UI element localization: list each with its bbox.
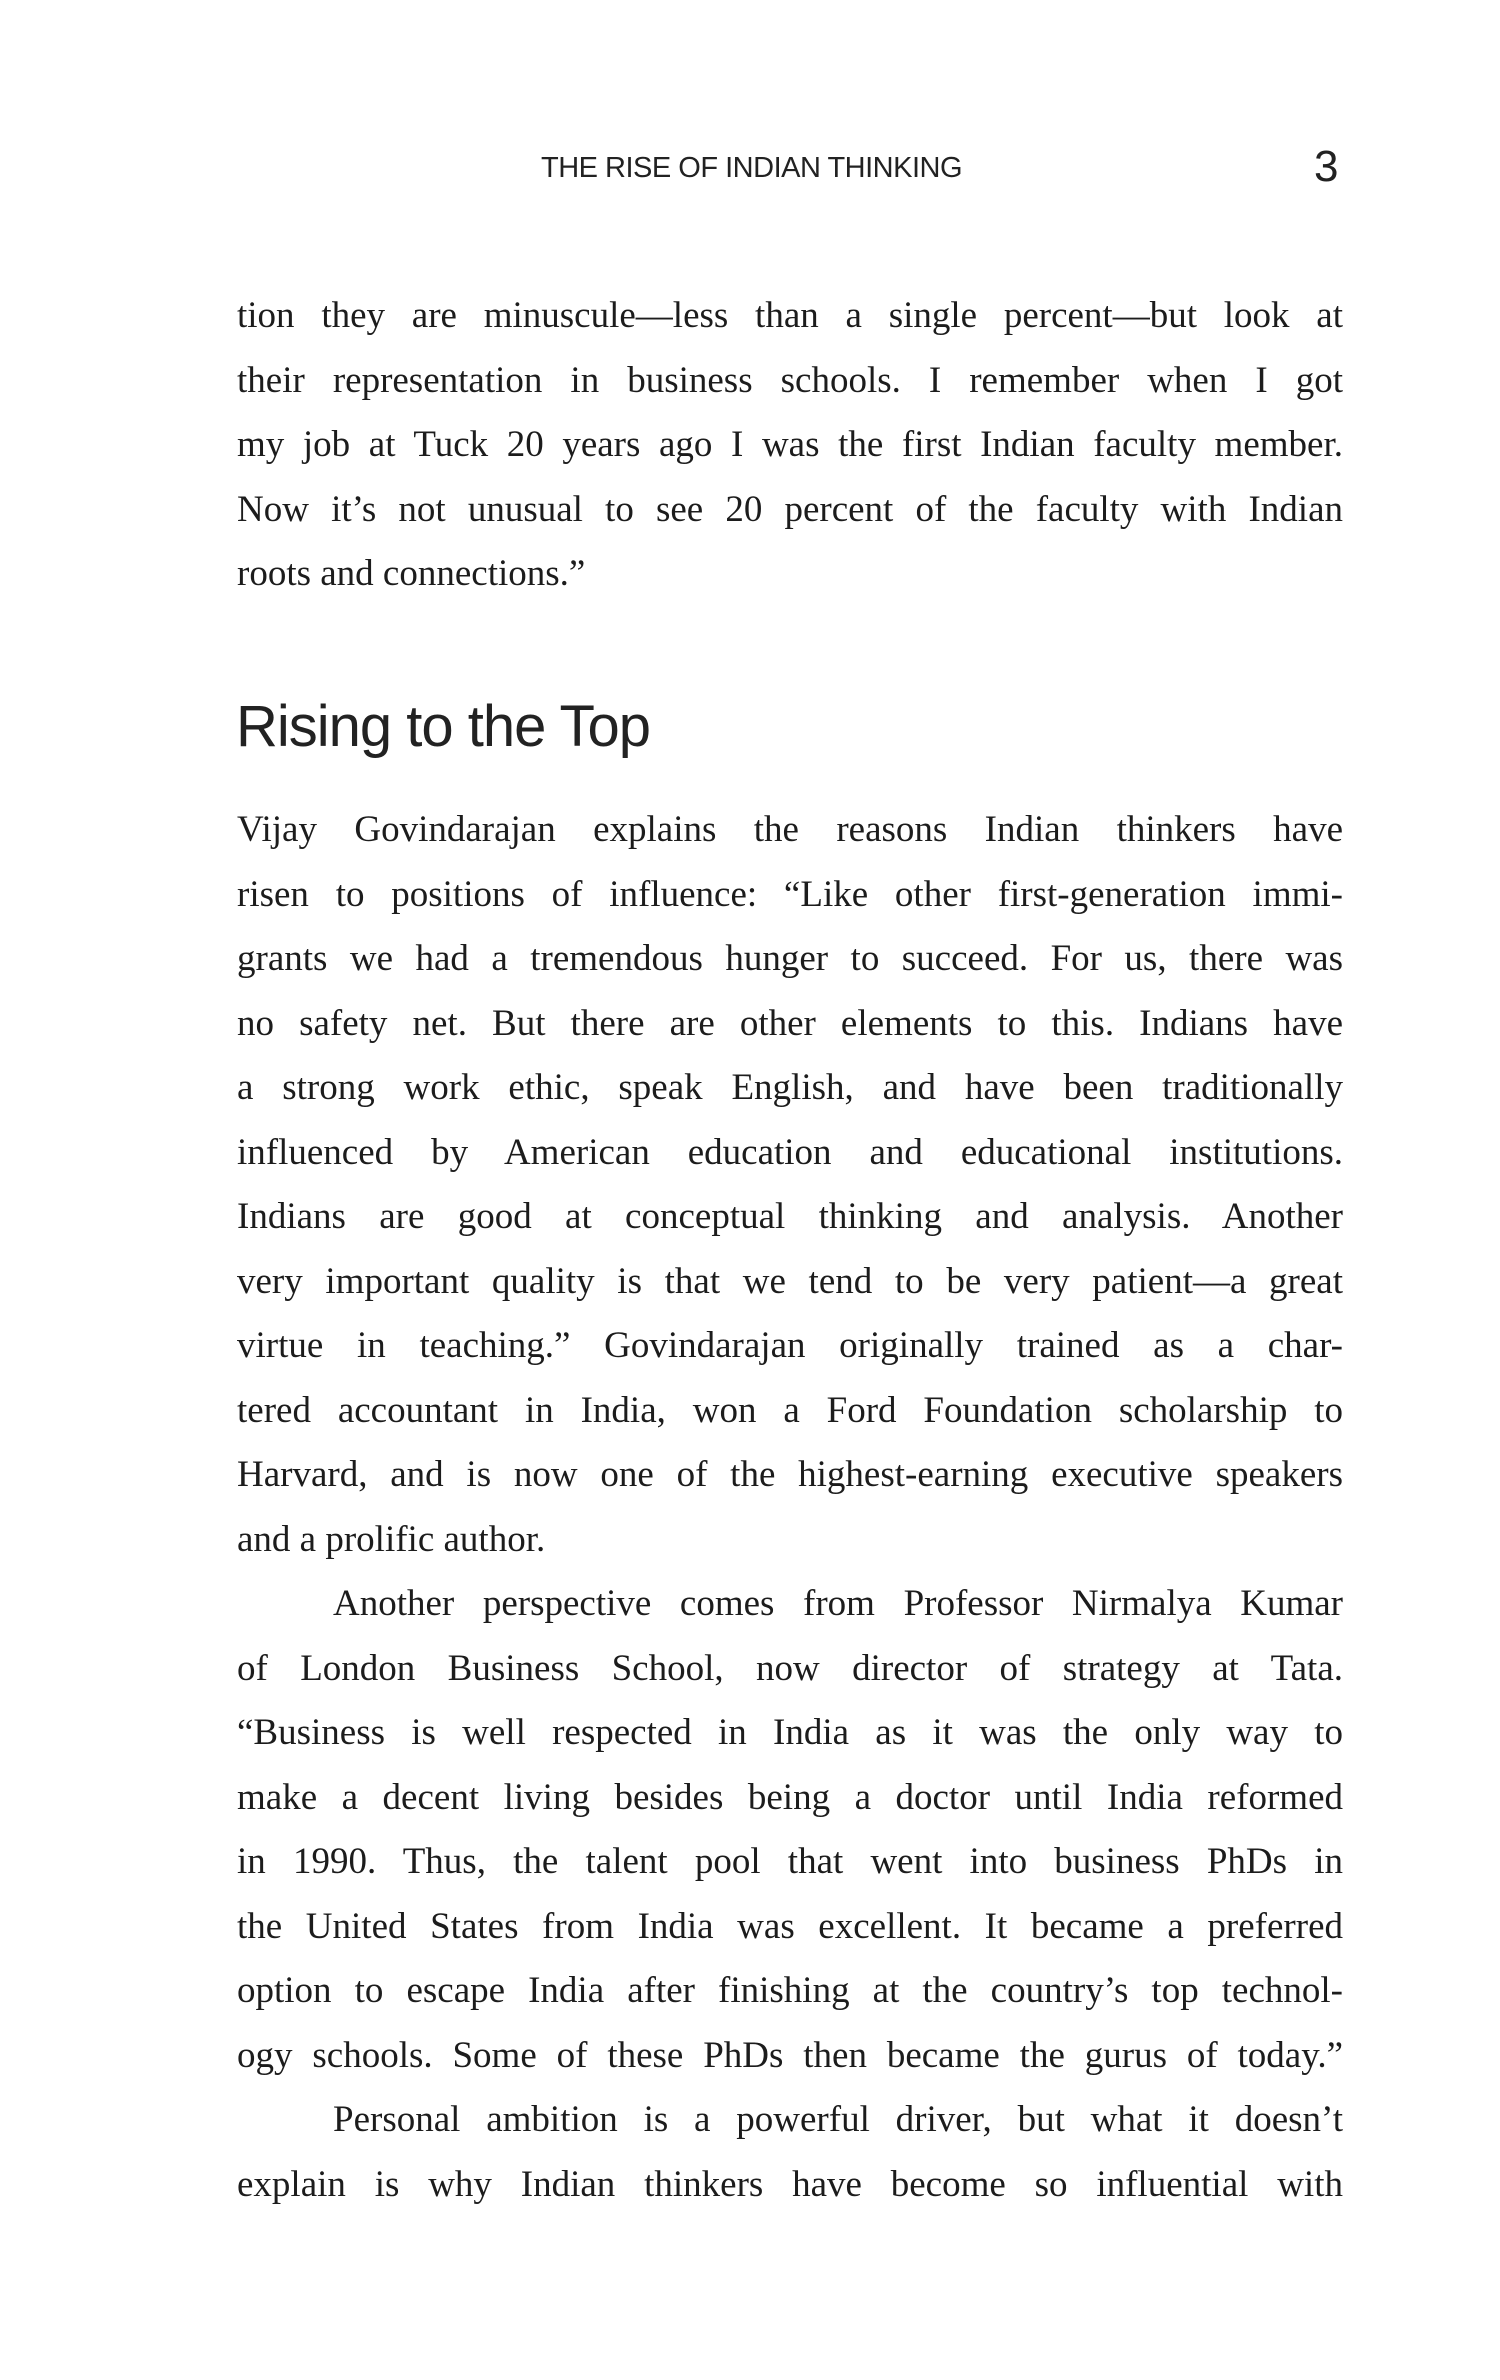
- text-line: Personal ambition is a powerful driver, but what it doesn’t: [333, 2099, 1343, 2140]
- text-line: and a prolific author.: [237, 1518, 546, 1560]
- text-line: risen to positions of influence: “Like other first-generation immi-: [237, 873, 1343, 915]
- text-line: influenced by American education and educational institutions.: [237, 1131, 1343, 1173]
- text-line: “Business is well respected in India as it was the only way to: [237, 1712, 1343, 1753]
- paragraph-3: [237, 1572, 1343, 2088]
- body-text: [237, 798, 1343, 2217]
- text-line: Indians are good at conceptual thinking and analysis. Another: [237, 1196, 1343, 1237]
- text-line: very important quality is that we tend to be very patient—a great: [237, 1260, 1343, 1302]
- text-line: make a decent living besides being a doctor until India reformed: [237, 1776, 1343, 1818]
- text-line: the United States from India was excellent. It became a preferred: [237, 1905, 1343, 1947]
- page-number: 3: [1314, 142, 1339, 191]
- running-head: THE RISE OF INDIAN THINKING: [541, 152, 963, 184]
- text-line: explain is why Indian thinkers have become so influential with: [237, 2163, 1343, 2205]
- text-line: tion they are minuscule—less than a single percent—but look at: [237, 295, 1343, 336]
- text-line: Now it’s not unusual to see 20 percent of the faculty with Indian: [237, 488, 1343, 530]
- text-line: ogy schools. Some of these PhDs then became the gurus of today.”: [237, 2034, 1343, 2076]
- text-line: grants we had a tremendous hunger to succeed. For us, there was: [237, 938, 1343, 979]
- text-line: tered accountant in India, won a Ford Foundation scholarship to: [237, 1389, 1343, 1431]
- paragraph-1: [237, 284, 1343, 607]
- paragraph-4: [237, 2088, 1343, 2217]
- text-line: roots and connections.”: [237, 553, 586, 594]
- text-line: option to escape India after finishing at the country’s top technol-: [237, 1970, 1343, 2011]
- text-line: Harvard, and is now one of the highest-earning executive speakers: [237, 1454, 1343, 1495]
- section-heading: Rising to the Top: [236, 694, 650, 759]
- text-line: in 1990. Thus, the talent pool that went into business PhDs in: [237, 1841, 1343, 1882]
- text-line: their representation in business schools. I remember when I got: [237, 359, 1343, 401]
- text-line: Vijay Govindarajan explains the reasons Indian thinkers have: [237, 809, 1343, 850]
- text-line: of London Business School, now director of strategy at Tata.: [237, 1647, 1343, 1689]
- text-line: virtue in teaching.” Govindarajan originally trained as a char-: [237, 1325, 1343, 1366]
- text-line: my job at Tuck 20 years ago I was the first Indian faculty member.: [237, 424, 1343, 465]
- text-line: a strong work ethic, speak English, and have been traditionally: [237, 1067, 1343, 1108]
- paragraph-2: [237, 798, 1343, 1572]
- text-line: no safety net. But there are other elements to this. Indians have: [237, 1002, 1343, 1044]
- text-line: Another perspective comes from Professor Nirmalya Kumar: [333, 1583, 1343, 1624]
